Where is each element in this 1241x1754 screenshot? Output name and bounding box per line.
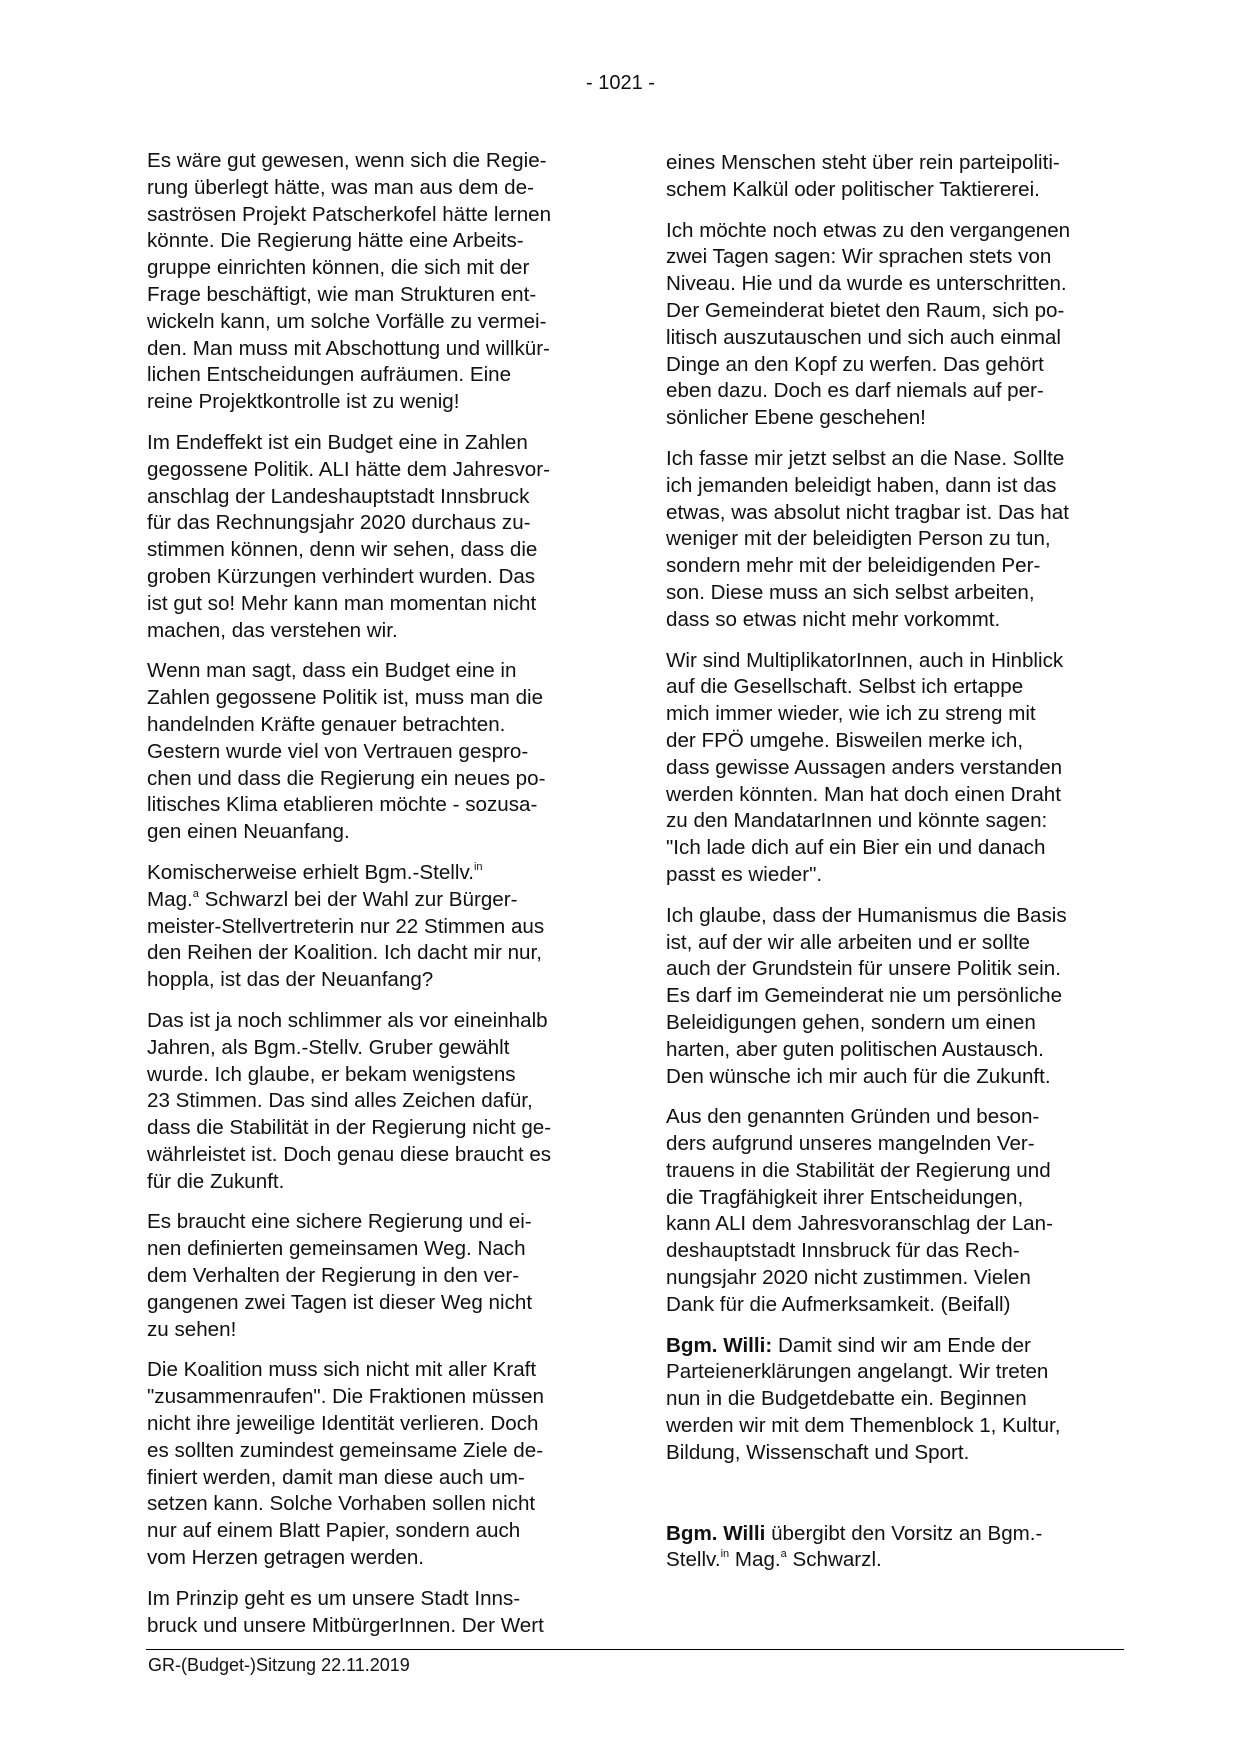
superscript: in — [473, 860, 483, 873]
right-column — [666, 150, 1132, 1588]
superscript: in — [720, 1548, 730, 1561]
paragraph: Aus den genannten Gründen und beson- ders aufgrund unseres mangelnden Ver- trauens in die Stabilität der Regierung und die Tragfähigkeit ihrer Entscheidungen, kann ALI dem Jahresvoranschlag der Lan- deshauptstadt Innsbruck für das Rech- nungsjahr 2020 nicht zustimmen. Vielen Dank für die Aufmerksamkeit. (Beifall) — [666, 1105, 1053, 1316]
spacer — [666, 1481, 1132, 1521]
speaker-name: Bgm. Willi: — [666, 1333, 773, 1357]
paragraph: Die Koalition muss sich nicht mit aller Kraft "zusammenraufen". Die Fraktionen müssen nicht ihre jeweilige Identität verlieren. Doch es sollten zumindest gemeinsame Ziele de- finiert werden, damit man diese auch um- setzen kann. Solche Vorhaben sollen nicht nur auf einem Blatt Papier, sondern auch vom Herzen getragen werden. — [147, 1358, 544, 1570]
paragraph: Das ist ja noch schlimmer als vor eineinhalb Jahren, als Bgm.-Stellv. Gruber gewählt wurde. Ich glaube, er bekam wenigstens 23 Stimmen. Das sind alles Zeichen dafür, dass die Stabilität in der Regierung nicht ge- währleistet ist. Doch genau diese braucht es für die Zukunft. — [147, 1008, 552, 1193]
paragraph: eines Menschen steht über rein parteipoliti- schem Kalkül oder politischer Taktiererei. — [666, 151, 1060, 201]
page-number: - 1021 - — [586, 72, 655, 94]
speaker-name: Bgm. Willi — [666, 1521, 766, 1545]
paragraph: Im Prinzip geht es um unsere Stadt Inns- bruck und unsere MitbürgerInnen. Der Wert — [147, 1586, 544, 1637]
paragraph: Ich möchte noch etwas zu den vergangenen zwei Tagen sagen: Wir sprachen stets von Niveau. Hie und da wurde es unterschritten. Der Gemeinderat bietet den Raum, sich po- litisch auszutauschen und sich auch einmal Dinge an den Kopf zu werfen. Das gehört eben dazu. Doch es darf niemals auf per- sönlicher Ebene geschehen! — [666, 218, 1071, 430]
handover-note — [666, 1521, 1132, 1575]
text-run: übergibt den Vorsitz an Bgm.- Stellv. — [666, 1521, 1043, 1572]
paragraph: Es wäre gut gewesen, wenn sich die Regie- rung überlegt hätte, was man aus dem de- saströsen Projekt Patscherkofel hätte lernen könnte. Die Regierung hätte eine Arbeits- gruppe einrichten können, die sich mit der Frage beschäftigt, wie man Strukturen ent- wickeln kann, um solche Vorfälle zu vermei- den. Man muss mit Abschottung und willkür- lichen Entscheidungen aufräumen. Eine reine Projektkontrolle ist zu wenig! — [147, 149, 552, 414]
paragraph: Wenn man sagt, dass ein Budget eine in Zahlen gegossene Politik ist, muss man die handelnden Kräfte genauer betrachten. Gestern wurde viel von Vertrauen gespro- chen und dass die Regierung ein neues po- litisches Klima etablieren möchte - sozusa- gen einen Neuanfang. — [147, 659, 546, 844]
left-column — [147, 148, 605, 1653]
text-run: Schwarzl bei der Wahl zur Bürger- meister-Stellvertreterin nur 22 Stimmen aus den Reihen der Koalition. Ich dacht mir nur, hoppla, ist das der Neuanfang? — [147, 887, 545, 992]
paragraph: Im Endeffekt ist ein Budget eine in Zahlen gegossene Politik. ALI hätte dem Jahresvor- anschlag der Landeshauptstadt Innsbruck für das Rechnungsjahr 2020 durchaus zu- stimmen können, denn wir sehen, dass die groben Kürzungen verhindert wurden. Das ist gut so! Mehr kann man momentan nicht machen, das verstehen wir. — [147, 430, 550, 642]
text-run: Schwarzl. — [786, 1548, 882, 1572]
footer-session-label: GR-(Budget-)Sitzung 22.11.2019 — [148, 1655, 410, 1675]
superscript: a — [192, 887, 199, 900]
paragraph: Es braucht eine sichere Regierung und ei- nen definierten gemeinsamen Weg. Nach dem Verhalten der Regierung in den ver- gangenen zwei Tagen ist dieser Weg nicht zu sehen! — [147, 1210, 533, 1341]
text-run: Komischerweise erhielt Bgm.-Stellv. — [147, 860, 474, 884]
text-run: Mag. — [729, 1548, 781, 1572]
paragraph-schwarzl-election — [147, 860, 605, 994]
paragraph: Wir sind MultiplikatorInnen, auch in Hinblick auf die Gesellschaft. Selbst ich ertappe mich immer wieder, wie ich zu streng mit der FPÖ umgehe. Bisweilen merke ich, dass gewisse Aussagen anders verstanden werden könnten. Man hat doch einen Draht zu den MandatarInnen und könnte sagen: "Ich lade dich auf ein Bier ein und danach passt es wieder". — [666, 648, 1064, 886]
text-run: Mag. — [147, 887, 193, 911]
paragraph: Ich glaube, dass der Humanismus die Basis ist, auf der wir alle arbeiten und er sollte auch der Grundstein für unsere Politik sein. Es darf im Gemeinderat nie um persönliche Beleidigungen gehen, sondern um einen harten, aber guten politischen Austausch. Den wünsche ich mir auch für die Zukunft. — [666, 903, 1067, 1088]
footer-divider — [146, 1649, 1124, 1650]
superscript: a — [780, 1548, 787, 1561]
paragraph: Ich fasse mir jetzt selbst an die Nase. Sollte ich jemanden beleidigt haben, dann ist das etwas, was absolut nicht tragbar ist. Das hat weniger mit der beleidigten Person zu tun, sondern mehr mit der beleidigenden Per- son. Diese muss an sich selbst arbeiten, dass so etwas nicht mehr vorkommt. — [666, 446, 1069, 631]
statement-text: Damit sind wir am Ende der Parteienerklärungen angelangt. Wir treten nun in die Budgetdebatte ein. Beginnen werden wir mit dem Themenblock 1, Kultur, Bildung, Wissenschaft und Sport. — [666, 1333, 1061, 1464]
willi-statement — [666, 1333, 1132, 1467]
